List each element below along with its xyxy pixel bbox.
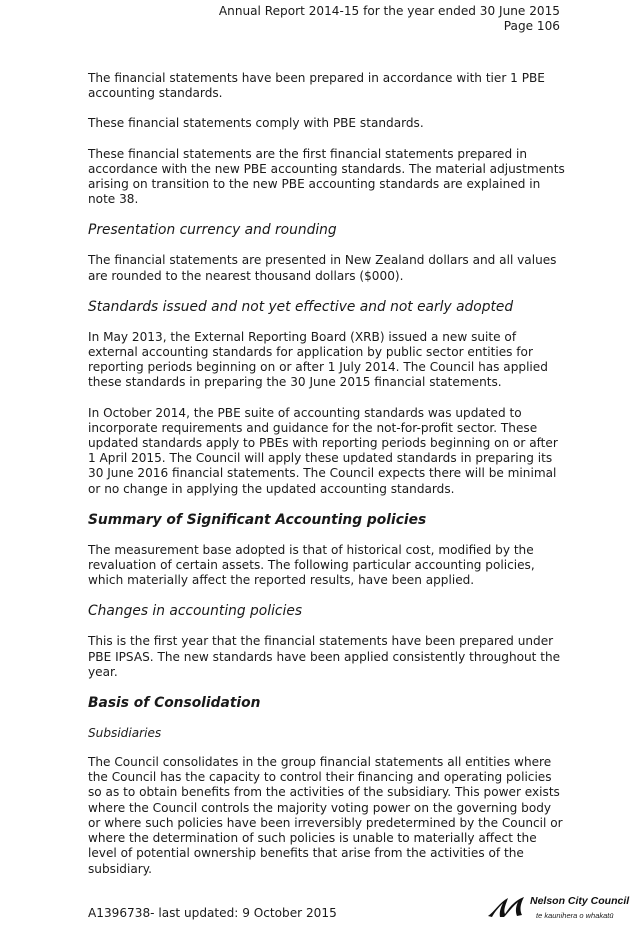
paragraph-measurement-base: The measurement base adopted is that of historical cost, modified by the revaluation of certain assets. The following particular accounting policies, which materially affect the reported results, have been applied. [88,542,535,588]
paragraph-first-year: This is the first year that the financial statements have been prepared under PBE IPSAS. The new standards have been applied consistently throughout the year. [88,634,561,679]
heading-basis-consolidation: Basis of Consolidation [88,695,261,712]
heading-subsidiaries: Subsidiaries [88,726,162,741]
heading-presentation-currency: Presentation currency and rounding [88,222,337,239]
paragraph-comply: These financial statements comply with PBE standards. [88,116,424,131]
logo-name: Nelson City Council [530,895,630,907]
paragraph-tier1: The financial statements have been prepared in accordance with tier 1 PBE accounting standards. [88,71,545,101]
heading-summary-policies: Summary of Significant Accounting policies [88,511,427,528]
report-title: Annual Report 2014-15 for the year ended 30 June 2015 [218,4,560,18]
heading-standards-issued: Standards issued and not yet effective and not early adopted [88,298,514,315]
nelson-logo-mark-icon [486,894,530,920]
heading-changes-policies: Changes in accounting policies [88,603,303,620]
page-number: Page 106 [503,19,560,34]
document-body [88,71,566,892]
page-header [219,4,560,34]
paragraph-first-statements: These financial statements are the first financial statements prepared in accordance with the new PBE accounting standards. The material adjustments arising on transition to the new PBE accounting standards are explained in note 38. [88,146,565,207]
logo-tagline: te kaunihera o whakatū [536,911,614,920]
paragraph-currency: The financial statements are presented in New Zealand dollars and all values are rounded to the nearest thousand dollars ($000). [88,253,557,283]
paragraph-xrb: In May 2013, the External Reporting Board (XRB) issued a new suite of external accounting standards for application by public sector entities for reporting periods beginning on or after 1 July 2014. The Council has applied these standards in preparing the 30 June 2015 financial statements. [88,329,548,390]
paragraph-october-update: In October 2014, the PBE suite of accounting standards was updated to incorporate requirements and guidance for the not-for-profit sector. These updated standards apply to PBEs with reporting periods beginning on or after 1 April 2015. The Council will apply these updated standards in preparing its 30 June 2016 financial statements. The Council expects there will be minimal or no change in applying the updated accounting standards. [88,405,558,496]
paragraph-consolidation: The Council consolidates in the group financial statements all entities where the Council has the capacity to control their financing and operating policies so as to obtain benefits from the activities of the subsidiary. This power exists where the Council controls the majority voting power on the governing body or where such policies have been irreversibly predetermined by the Council or where the determination of such policies is unable to materially affect the level of potential ownership benefits that arise from the activities of the subsidiary. [88,755,563,876]
footer-doc-ref: A1396738- last updated: 9 October 2015 [88,906,337,920]
council-logo [486,893,630,923]
